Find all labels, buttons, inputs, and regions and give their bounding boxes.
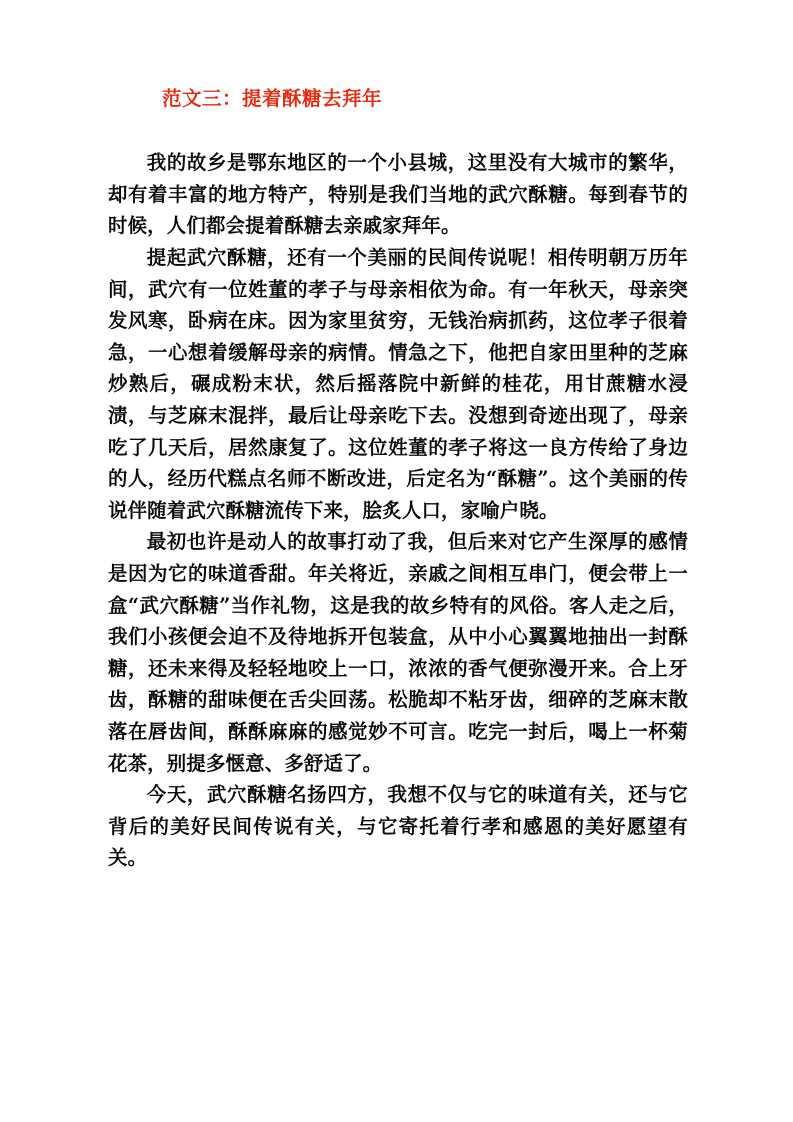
document-body [108,147,688,874]
document-content [108,84,688,874]
paragraph: 我的故乡是鄂东地区的一个小县城，这里没有大城市的繁华，却有着丰富的地方特产，特别是我们当地的武穴酥糖。每到春节的时候，人们都会提着酥糖去亲戚家拜年。 [108,151,688,238]
page-title: 范文三：提着酥糖去拜年 [162,87,383,110]
paragraph: 今天，武穴酥糖名扬四方，我想不仅与它的味道有关，还与它背后的美好民间传说有关，与它寄托着行孝和感恩的美好愿望有关。 [108,783,688,870]
paragraph: 最初也许是动人的故事打动了我，但后来对它产生深厚的感情是因为它的味道香甜。年关将近，亲戚之间相互串门，便会带上一盒“武穴酥糖”当作礼物，这是我的故乡特有的风俗。客人走之后，我们小孩便会迫不及待地拆开包装盒，从中小心翼翼地抽出一封酥糖，还未来得及轻轻地咬上一口，浓浓的香气便弥漫开来。合上牙齿，酥糖的甜味便在舌尖回荡。松脆却不粘牙齿，细碎的芝麻末散落在唇齿间，酥酥麻麻的感觉妙不可言。吃完一封后，喝上一杯菊花茶，别提多惬意、多舒适了。 [108,530,688,775]
paragraph: 提起武穴酥糖，还有一个美丽的民间传说呢！相传明朝万历年间，武穴有一位姓董的孝子与母亲相依为命。有一年秋天，母亲突发风寒，卧病在床。因为家里贫穷，无钱治病抓药，这位孝子很着急，一心想着缓解母亲的病情。情急之下，他把自家田里种的芝麻炒熟后，碾成粉末状，然后摇落院中新鲜的桂花，用甘蔗糖水浸渍，与芝麻末混拌，最后让母亲吃下去。没想到奇迹出现了，母亲吃了几天后，居然康复了。这位姓董的孝子将这一良方传给了身边的人，经历代糕点名师不断改进，后定名为“酥糖”。这个美丽的传说伴随着武穴酥糖流传下来，脍炙人口，家喻户晓。 [108,246,688,522]
